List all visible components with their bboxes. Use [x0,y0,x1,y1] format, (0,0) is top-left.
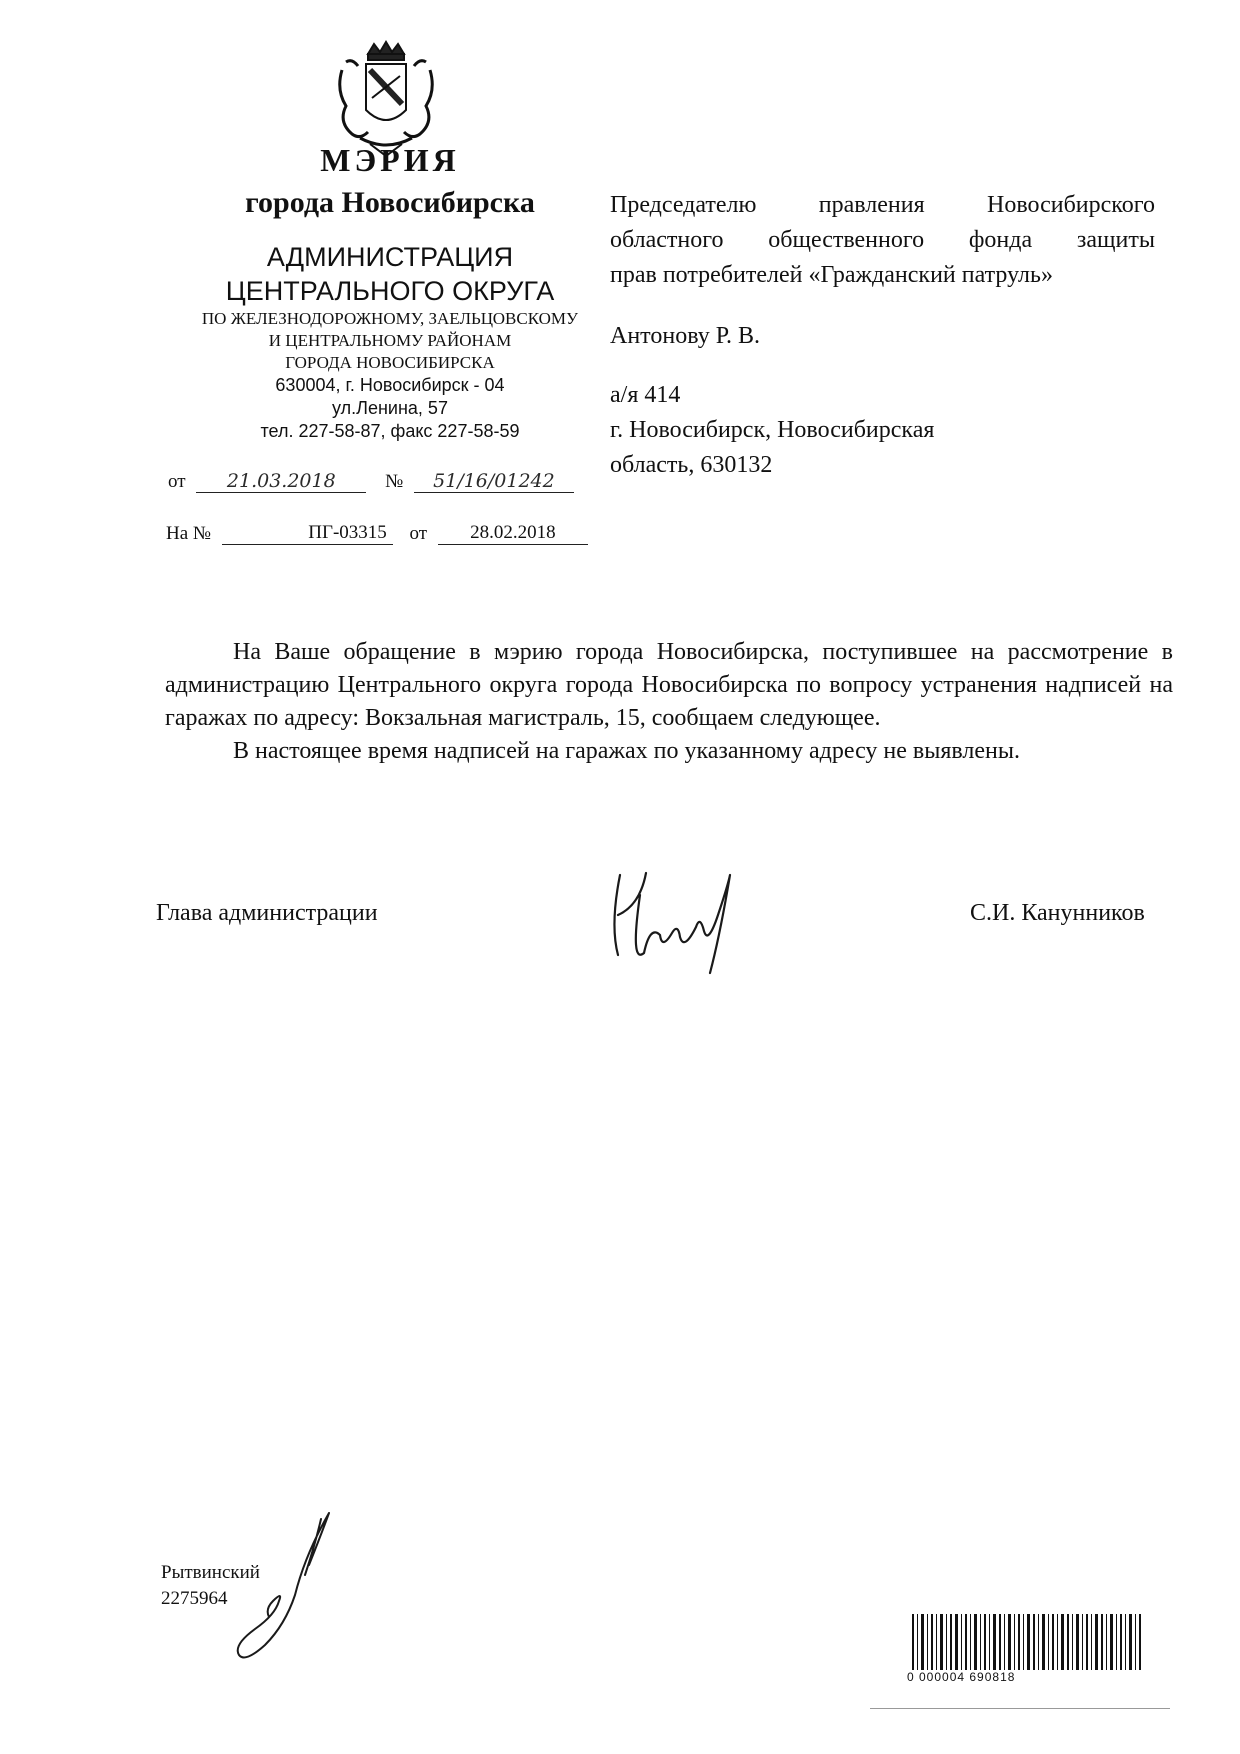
recipient-line-3: прав потребителей «Гражданский патруль» [610,262,1053,288]
body-paragraph-2: В настоящее время надписей на гаражах по указанному адресу не выявлены. [233,738,1021,764]
outgoing-date-label: от [168,471,186,492]
executor-initials-signature [225,1505,355,1665]
executor-name: Рытвинский [161,1562,260,1583]
city-title: города Новосибирска [245,186,535,219]
incoming-reference [166,522,588,545]
outgoing-reference [168,470,574,493]
recipient-line-1: Председателю правления Новосибирского [610,192,1155,218]
administration-line-2: ЦЕНТРАЛЬНОГО ОКРУГА [225,276,555,306]
postal-address: 630004, г. Новосибирск - 04 [275,375,505,395]
body-paragraph-1: На Ваше обращение в мэрию города Новосибирска, поступившее на рассмотрение в администрацию Центрального округа города Новосибирска по вопросу устранения надписей на гаражах по адресу: Вокзальная магистраль, 15, сообщаем следующее. [165,639,1173,731]
recipient-address-line-1: г. Новосибирск, Новосибирская [610,417,935,443]
handwritten-signature [600,855,760,980]
incoming-number-label: На № [166,523,212,544]
street-address: ул.Ленина, 57 [332,398,448,418]
districts-line-3: ГОРОДА НОВОСИБИРСКА [285,353,495,372]
recipient-address-line-2: область, 630132 [610,452,773,478]
districts-line-2: И ЦЕНТРАЛЬНОМУ РАЙОНАМ [268,331,512,350]
recipient-line-2: областного общественного фонда защиты [610,227,1155,253]
outgoing-number-label: № [385,471,404,492]
signatory-name: С.И. Канунников [970,900,1145,926]
executor-phone: 2275964 [161,1588,228,1609]
signatory-role: Глава администрации [156,900,378,926]
outgoing-date: 21.03.2018 [196,470,366,493]
incoming-number: ПГ-03315 [222,522,393,545]
recipient-name: Антонову Р. В. [610,323,761,349]
mayor-office-title: МЭРИЯ [320,142,460,178]
phone-fax: тел. 227-58-87, факс 227-58-59 [260,421,520,441]
outgoing-number: 51/16/01242 [414,470,574,493]
incoming-date: 28.02.2018 [438,522,588,545]
recipient-block [610,188,1155,483]
districts-line-1: ПО ЖЕЛЕЗНОДОРОЖНОМУ, ЗАЕЛЬЦОВСКОМУ [201,309,579,328]
barcode-number: 0 000004 690818 [907,1670,1016,1684]
barcode [910,1614,1145,1670]
administration-block [150,240,630,443]
recipient-pobox: а/я 414 [610,382,681,408]
footer-rule [870,1708,1170,1709]
incoming-date-label: от [409,523,428,544]
administration-line-1: АДМИНИСТРАЦИЯ [266,242,514,272]
letter-body [165,636,1173,768]
